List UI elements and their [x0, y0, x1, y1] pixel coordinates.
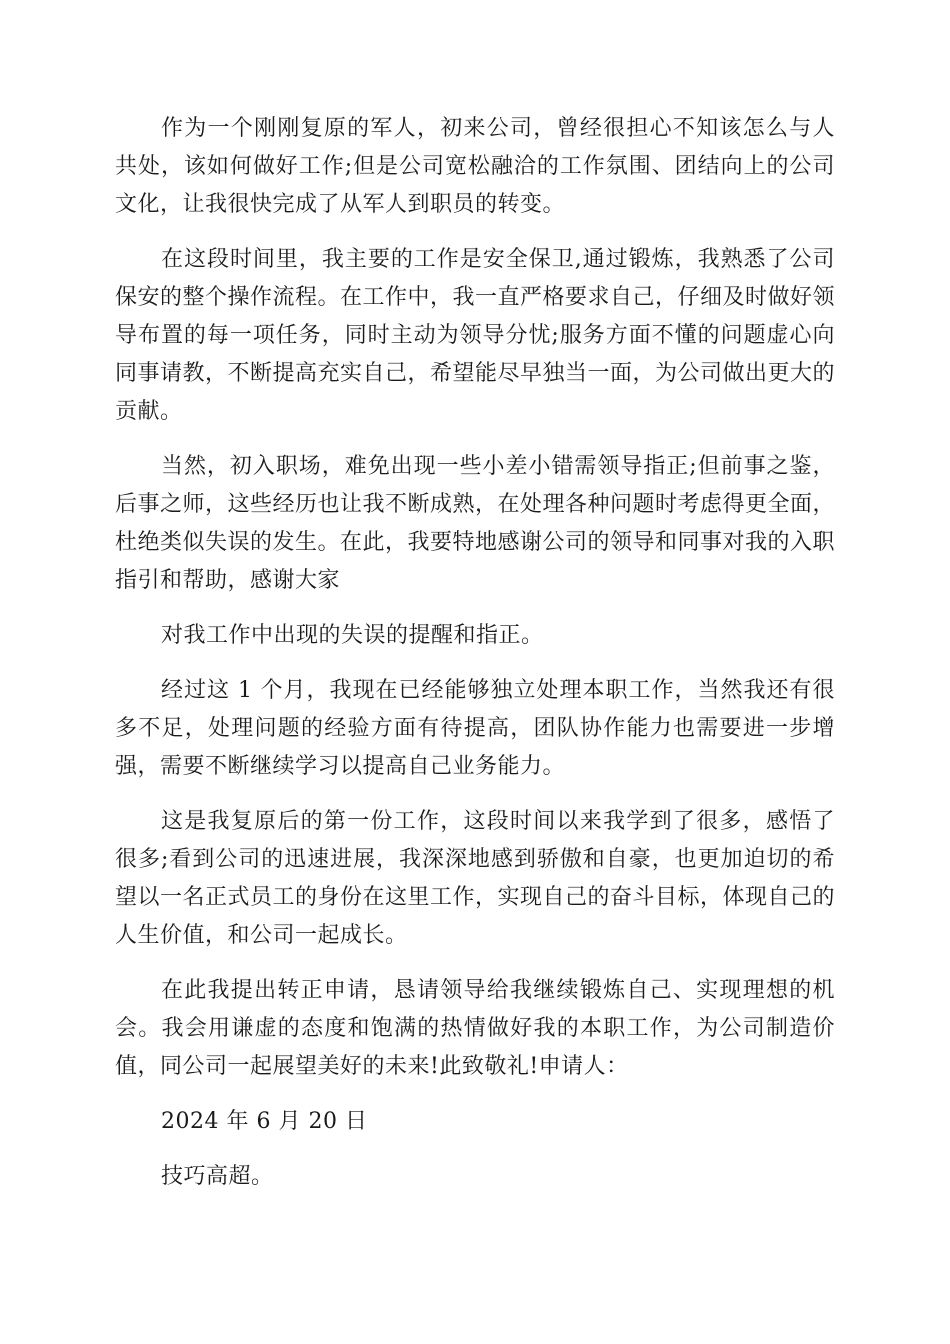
paragraph-reflection: 这是我复原后的第一份工作，这段时间以来我学到了很多，感悟了很多;看到公司的迅速进展，我深深地感到骄傲和自豪，也更加迫切的希望以一名正式员工的身份在这里工作，实现自己的奋斗目标，体现自己的人生价值，和公司一起成长。: [115, 809, 836, 948]
date-line: 2024 年 6 月 20 日: [161, 1109, 368, 1134]
document-body: [115, 110, 835, 1213]
closing-line: 技巧高超。: [161, 1164, 274, 1189]
paragraph-thanks-continuation: 对我工作中出现的失误的提醒和指正。: [161, 623, 544, 648]
paragraph-intro: 作为一个刚刚复原的军人，初来公司，曾经很担心不知该怎么与人共处，该如何做好工作;但是公司宽松融洽的工作氛围、团结向上的公司文化，让我很快完成了从军人到职员的转变。: [115, 116, 835, 217]
paragraph-application: 在此我提出转正申请，恳请领导给我继续锻炼自己、实现理想的机会。我会用谦虚的态度和饱满的热情做好我的本职工作，为公司制造价值，同公司一起展望美好的未来!此致敬礼!申请人：: [115, 978, 835, 1079]
paragraph-duties: 在这段时间里，我主要的工作是安全保卫,通过锻炼，我熟悉了公司保安的整个操作流程。在工作中，我一直严格要求自己，仔细及时做好领导布置的每一项任务，同时主动为领导分忧;服务方面不懂的问题虚心向同事请教，不断提高充实自己，希望能尽早独当一面，为公司做出更大的贡献。: [115, 247, 836, 424]
paragraph-progress: 经过这 1 个月，我现在已经能够独立处理本职工作，当然我还有很多不足，处理问题的经验方面有待提高，团队协作能力也需要进一步增强，需要不断继续学习以提高自己业务能力。: [115, 678, 835, 779]
paragraph-growth: 当然，初入职场，难免出现一些小差小错需领导指正;但前事之鉴，后事之师，这些经历也让我不断成熟，在处理各种问题时考虑得更全面，杜绝类似失误的发生。在此，我要特地感谢公司的领导和同事对我的入职指引和帮助，感谢大家: [115, 454, 836, 593]
